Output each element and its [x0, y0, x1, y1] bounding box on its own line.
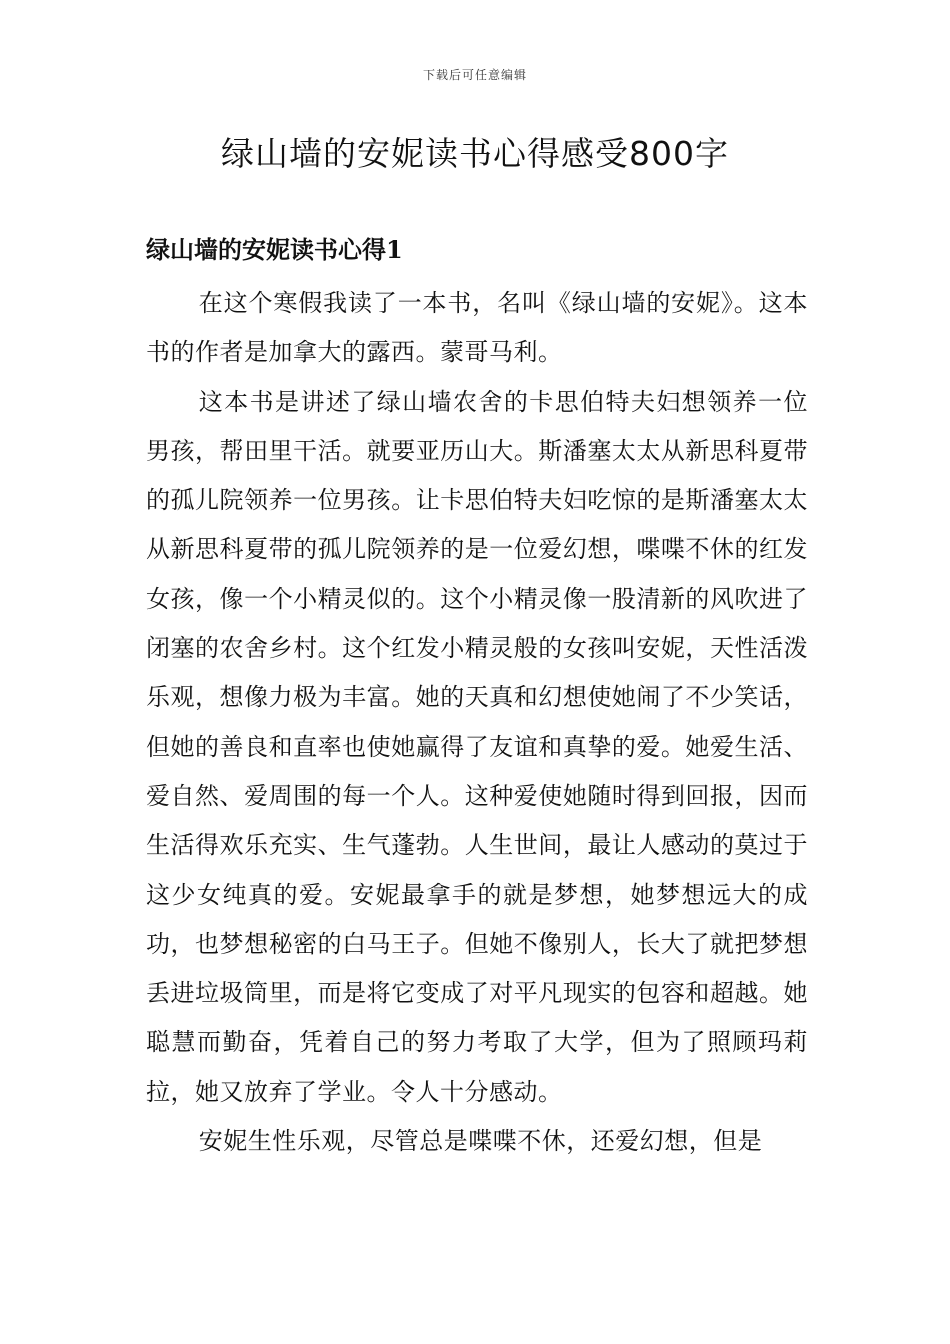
paragraph-2: 这本书是讲述了绿山墙农舍的卡思伯特夫妇想领养一位男孩，帮田里干活。就要亚历山大。斯潘塞太太从新思科夏带的孤儿院领养一位男孩。让卡思伯特夫妇吃惊的是斯潘塞太太从新思科夏带的孤儿院领养的是一位爱幻想，喋喋不休的红发女孩，像一个小精灵似的。这个小精灵像一股清新的风吹进了闭塞的农舍乡村。这个红发小精灵般的女孩叫安妮，天性活泼乐观，想像力极为丰富。她的天真和幻想使她闹了不少笑话，但她的善良和直率也使她赢得了友谊和真挚的爱。她爱生活、爱自然、爱周围的每一个人。这种爱使她随时得到回报，因而生活得欢乐充实、生气蓬勃。人生世间，最让人感动的莫过于这少女纯真的爱。安妮最拿手的就是梦想，她梦想远大的成功，也梦想秘密的白马王子。但她不像别人，长大了就把梦想丢进垃圾筒里，而是将它变成了对平凡现实的包容和超越。她聪慧而勤奋，凭着自己的努力考取了大学，但为了照顾玛莉拉，她又放弃了学业。令人十分感动。 — [146, 387, 808, 1106]
header-note: 下载后可任意编辑 — [422, 68, 527, 82]
paragraph-1: 在这个寒假我读了一本书，名叫《绿山墙的安妮》。这本书的作者是加拿大的露西。蒙哥马利。 — [146, 289, 808, 367]
document-title: 绿山墙的安妮读书心得感受800字 — [221, 134, 729, 173]
section-heading: 绿山墙的安妮读书心得1 — [146, 235, 403, 264]
document-body — [146, 279, 808, 1166]
paragraph-3: 安妮生性乐观，尽管总是喋喋不休，还爱幻想，但是 — [198, 1127, 763, 1156]
